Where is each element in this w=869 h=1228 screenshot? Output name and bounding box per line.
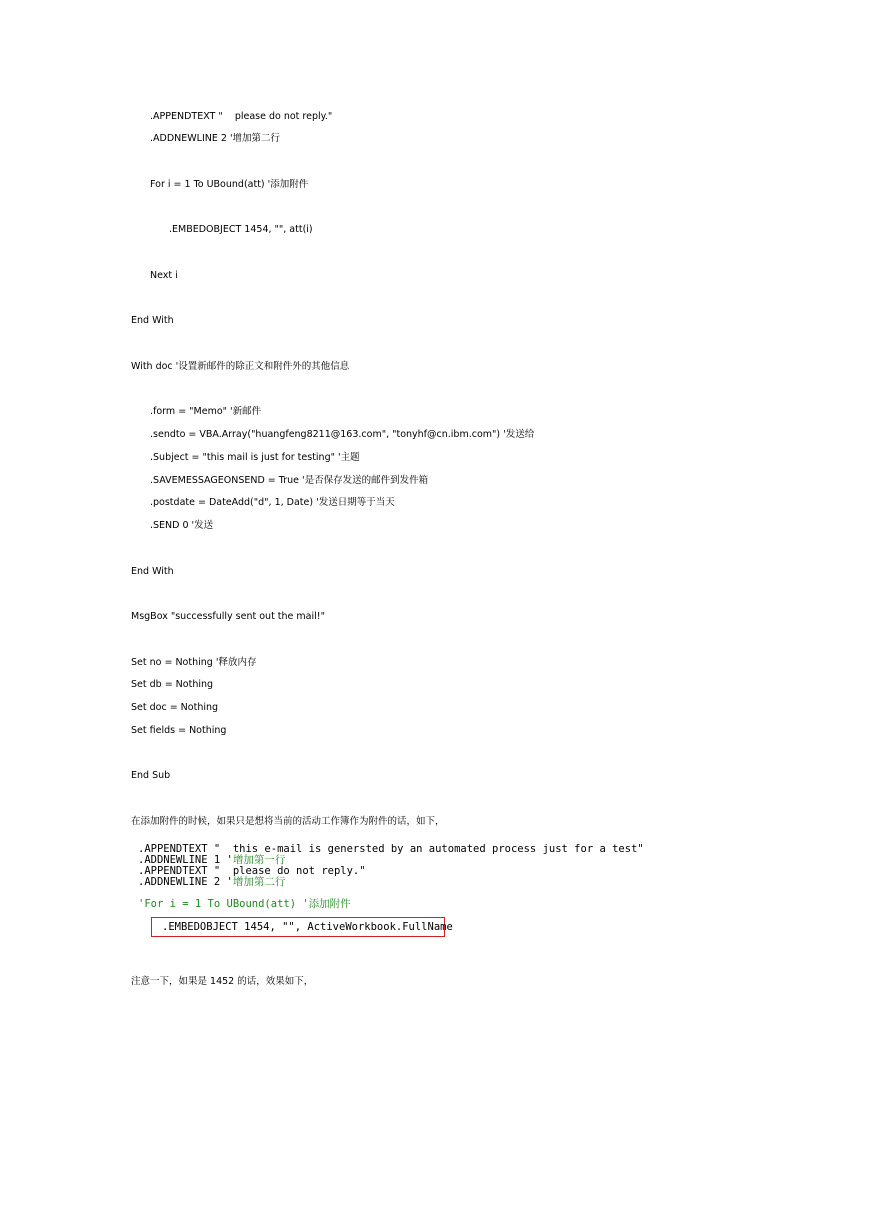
code-line: Next i [150, 270, 178, 281]
highlighted-code: .EMBEDOBJECT 1454, "", ActiveWorkbook.FullName [162, 921, 453, 933]
screenshot-comment: 增加第一行 [232, 854, 286, 866]
code-line: End With [131, 566, 174, 577]
code-line: .APPENDTEXT " please do not reply." [150, 111, 333, 122]
code-line: .postdate = DateAdd("d", 1, Date) '发送日期等于当天 [150, 497, 395, 508]
screenshot-commented-line: 'For i = 1 To UBound(att) '添加附件 [138, 898, 351, 910]
code-line: With doc '设置新邮件的除正文和附件外的其他信息 [131, 361, 350, 372]
code-line: .EMBEDOBJECT 1454, "", att(i) [169, 224, 313, 235]
code-line: End With [131, 315, 174, 326]
code-line: .SEND 0 '发送 [150, 520, 214, 531]
screenshot-code: .ADDNEWLINE 2 ' [138, 876, 233, 888]
screenshot-comment: 增加第二行 [232, 876, 286, 888]
code-line: .form = "Memo" '新邮件 [150, 406, 262, 417]
screenshot-code: .ADDNEWLINE 1 ' [138, 854, 233, 866]
code-line: .ADDNEWLINE 2 '增加第二行 [150, 133, 281, 144]
highlight-box [151, 917, 453, 937]
code-line: For i = 1 To UBound(att) '添加附件 [150, 179, 309, 190]
screenshot-line: .APPENDTEXT " this e-mail is genersted by an automated process just for a test" [138, 843, 644, 855]
embedded-code-screenshot [136, 840, 644, 944]
code-line: Set no = Nothing '释放内存 [131, 657, 257, 668]
screenshot-line: .APPENDTEXT " please do not reply." [138, 865, 366, 877]
code-line: .sendto = VBA.Array("huangfeng8211@163.com", "tonyhf@cn.ibm.com") '发送给 [150, 429, 535, 440]
code-line: End Sub [131, 770, 171, 781]
code-line: .SAVEMESSAGEONSEND = True '是否保存发送的邮件到发件箱 [150, 475, 429, 486]
code-line: MsgBox "successfully sent out the mail!" [131, 611, 325, 622]
code-line: Set doc = Nothing [131, 702, 219, 713]
note-paragraph: 注意一下，如果是 1452 的话，效果如下， [131, 976, 314, 987]
code-line: .Subject = "this mail is just for testing" '主题 [150, 452, 360, 463]
code-line: Set fields = Nothing [131, 725, 227, 736]
note-paragraph: 在添加附件的时候，如果只是想将当前的活动工作簿作为附件的话，如下， [131, 816, 445, 827]
screenshot-line [138, 877, 285, 888]
code-line: Set db = Nothing [131, 679, 214, 690]
